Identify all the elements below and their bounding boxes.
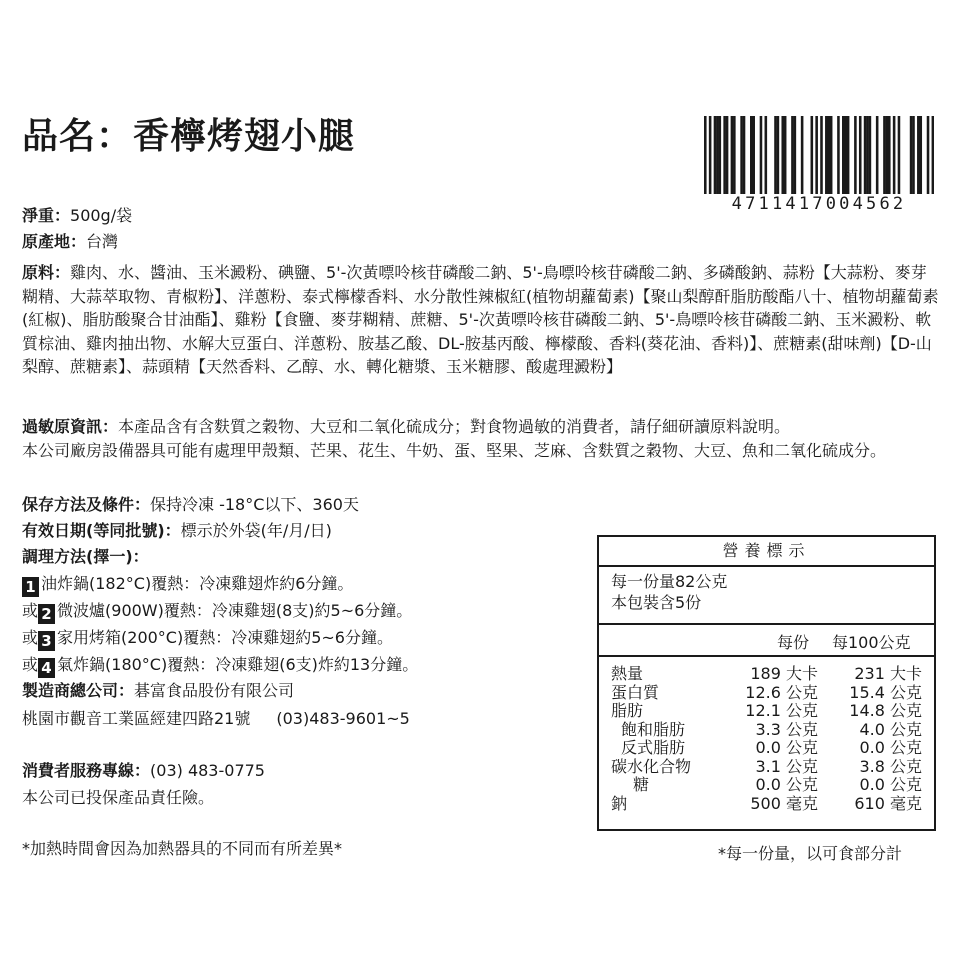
- nutrient-per-100g: 610 毫克: [854, 793, 922, 813]
- nutrient-per-100g: 15.4 公克: [849, 682, 922, 702]
- cooking-step-3: [22, 627, 393, 651]
- col-per-serving: 每份: [777, 633, 810, 652]
- barcode-bar: [825, 116, 828, 202]
- nutrition-row: [599, 776, 934, 795]
- or-label: 或: [22, 601, 39, 620]
- cooking-step-1: [22, 573, 353, 597]
- barcode-bar: [726, 116, 729, 202]
- barcode-bar: [791, 116, 794, 202]
- storage: [22, 494, 359, 516]
- ingredients-text: 雞肉、水、醬油、玉米澱粉、碘鹽、5'-次黃嘌呤核苷磷酸二鈉、5'-鳥嘌呤核苷磷酸二鈉、多磷酸鈉、蒜粉【大蒜粉、麥芽糊精、大蒜萃取物、青椒粉】、洋蔥粉、泰式檸檬香料、水分散性辣椒紅(植物胡蘿蔔素)【聚山梨醇酐脂肪酸酯八十、植物胡蘿蔔素(紅椒)、脂肪酸聚合甘油酯】、雞粉【食鹽、麥芽糊精、蔗糖、5'-次黃嘌呤核苷磷酸二鈉、5'-鳥嘌呤核苷磷酸二鈉、玉米澱粉、軟質棕油、雞肉抽出物、水解大豆蛋白、洋蔥粉、胺基乙酸、DL-胺基丙酸、檸檬酸、香料(葵花油、香料)】、蔗糖素(甜味劑)【D-山梨醇、蔗糖素】、蒜頭精【天然香料、乙醇、水、轉化糖漿、玉米糖膠、酸處理澱粉】: [22, 263, 939, 376]
- nutrient-name: 蛋白質: [611, 682, 660, 702]
- nutrient-name: 反式脂肪: [621, 738, 686, 757]
- barcode-bar: [784, 116, 787, 202]
- manufacturer: [22, 680, 294, 702]
- col-per-100g: 每100公克: [832, 633, 911, 652]
- nutrient-per-100g: 0.0 公克: [859, 775, 922, 794]
- storage-label: 保存方法及條件：: [22, 495, 151, 514]
- or-label: 或: [22, 655, 39, 674]
- barcode-bar: [854, 116, 857, 202]
- barcode-bar: [837, 116, 840, 202]
- nutrient-per-100g: 231 大卡: [854, 664, 922, 683]
- barcode-bar: [815, 116, 818, 202]
- barcode-bar: [752, 116, 755, 202]
- nutrient-name: 脂肪: [611, 701, 644, 720]
- barcode-bar: [883, 116, 886, 202]
- barcode-bar: [864, 116, 867, 202]
- barcode-bar: [876, 116, 879, 202]
- nutrient-per-serving: 3.3 公克: [755, 719, 818, 739]
- step-text: 家用烤箱(200°C)覆熱：冷凍雞翅約5~6分鐘。: [57, 628, 393, 647]
- barcode-bar: [794, 116, 797, 202]
- nutrition-row: [599, 739, 934, 758]
- barcode-bar: [777, 116, 780, 202]
- allergen-label: 過敏原資訊：: [22, 417, 119, 436]
- barcode-bar: [719, 116, 722, 202]
- nutrition-row: [599, 665, 934, 684]
- step-number: 4: [38, 658, 55, 678]
- nutrition-header: 營養標示: [599, 537, 934, 567]
- manufacturer-contact: [22, 708, 410, 730]
- barcode-bar: [774, 116, 777, 202]
- barcode-bar: [830, 116, 833, 202]
- barcode-bar: [910, 116, 913, 202]
- nutrition-row: [599, 721, 934, 740]
- nutrient-per-100g: 3.8 公克: [859, 756, 922, 776]
- nutrition-serving-info: [599, 567, 934, 625]
- barcode-bar: [716, 116, 719, 202]
- nutrient-per-serving: 0.0 公克: [755, 738, 818, 757]
- barcode-bar: [709, 116, 712, 202]
- allergen-facility-text: 本公司廠房設備器具可能有處理甲殼類、芒果、花生、牛奶、蛋、堅果、芝麻、含麩質之穀物、大豆、魚和二氧化硫成分。: [22, 440, 887, 460]
- allergen-info: [22, 415, 940, 462]
- ingredients: [22, 261, 940, 379]
- nutrient-name: 飽和脂肪: [621, 719, 686, 739]
- nutrient-name: 碳水化合物: [611, 756, 692, 776]
- nutrient-per-serving: 0.0 公克: [755, 775, 818, 794]
- barcode-bar: [888, 116, 891, 202]
- barcode-bar: [765, 116, 768, 202]
- expiry-label: 有效日期(等同批號)：: [22, 521, 181, 540]
- servings-per-pack: 本包裝含5份: [611, 593, 702, 612]
- nutrient-per-serving: 12.6 公克: [745, 682, 818, 702]
- barcode-bar: [869, 116, 872, 202]
- step-number: 3: [38, 631, 55, 651]
- nutrient-per-serving: 189 大卡: [750, 664, 818, 683]
- barcode-bar: [847, 116, 850, 202]
- cooking-step-4: [22, 654, 418, 678]
- nutrient-name: 糖: [633, 775, 650, 794]
- nutrient-name: 鈉: [611, 793, 628, 813]
- barcode-bar: [919, 116, 922, 202]
- nutrition-rows: [599, 657, 934, 813]
- nutrition-row: [599, 758, 934, 777]
- nutrition-column-headers: [599, 625, 934, 657]
- barcode-bar: [886, 116, 889, 202]
- barcode-bar: [844, 116, 847, 202]
- manufacturer-address: 桃園市觀音工業區經建四路21號: [22, 709, 251, 728]
- barcode-bar: [750, 116, 753, 202]
- barcode-bars: [704, 116, 934, 206]
- service-phone: (03) 483-0775: [150, 761, 265, 780]
- barcode-bar: [898, 116, 901, 202]
- origin: [22, 231, 118, 253]
- barcode-bar: [760, 116, 763, 202]
- manufacturer-name: 碁富食品股份有限公司: [134, 681, 295, 700]
- net-weight-label: 淨重：: [22, 206, 71, 225]
- barcode-bar: [842, 116, 845, 202]
- nutrient-per-100g: 4.0 公克: [859, 719, 922, 739]
- barcode: [704, 116, 934, 216]
- nutrient-per-serving: 3.1 公克: [755, 756, 818, 776]
- ingredients-label: 原料：: [22, 263, 71, 282]
- barcode-bar: [743, 116, 746, 202]
- step-text: 氣炸鍋(180°C)覆熱：冷凍雞翅(6支)炸約13分鐘。: [57, 655, 419, 674]
- origin-label: 原產地：: [22, 232, 87, 251]
- heating-footnote: *加熱時間會因為加熱器具的不同而有所差異*: [22, 839, 343, 858]
- step-number: 2: [38, 604, 55, 624]
- allergen-text: 本產品含有含麩質之穀物、大豆和二氧化硫成分；對食物過敏的消費者，請仔細研讀原料說明。: [118, 417, 791, 436]
- cooking-step-2: [22, 600, 412, 624]
- nutrition-table: [597, 535, 936, 831]
- barcode-bar: [927, 116, 930, 202]
- step-number: 1: [22, 577, 39, 597]
- barcode-bar: [811, 116, 814, 202]
- cooking-label-row: [22, 546, 149, 568]
- barcode-bar: [820, 116, 823, 202]
- barcode-bar: [714, 116, 717, 202]
- nutrient-per-100g: 14.8 公克: [849, 701, 922, 720]
- storage-value: 保持冷凍 -18°C以下、360天: [150, 495, 359, 514]
- nutrition-row: [599, 684, 934, 703]
- barcode-bar: [917, 116, 920, 202]
- nutrient-per-serving: 12.1 公克: [745, 701, 818, 720]
- manufacturer-label: 製造商總公司：: [22, 681, 135, 700]
- nutrient-name: 熱量: [611, 664, 644, 683]
- nutrient-per-serving: 500 毫克: [750, 793, 818, 813]
- step-text: 油炸鍋(182°C)覆熱：冷凍雞翅炸約6分鐘。: [41, 574, 354, 593]
- expiry: [22, 520, 332, 542]
- barcode-bar: [723, 116, 726, 202]
- barcode-bar: [740, 116, 743, 202]
- insurance-note: 本公司已投保產品責任險。: [22, 788, 215, 807]
- product-title: 品名：香檸烤翅小腿: [22, 116, 356, 157]
- barcode-bar: [733, 116, 736, 202]
- barcode-bar: [704, 116, 707, 202]
- net-weight-value: 500g/袋: [70, 206, 133, 225]
- cooking-label: 調理方法(擇一)：: [22, 547, 149, 566]
- nutrient-per-100g: 0.0 公克: [859, 738, 922, 757]
- barcode-bar: [731, 116, 734, 202]
- manufacturer-phone: (03)483-9601~5: [276, 709, 410, 728]
- barcode-digits: 4711417004562: [704, 194, 934, 214]
- barcode-bar: [801, 116, 804, 202]
- net-weight: [22, 205, 132, 227]
- nutrition-footnote: *每一份量，以可食部分計: [718, 844, 903, 863]
- barcode-bar: [932, 116, 934, 202]
- service-label: 消費者服務專線：: [22, 761, 151, 780]
- serving-size: 每一份量82公克: [611, 572, 728, 591]
- step-text: 微波爐(900W)覆熱：冷凍雞翅(8支)約5~6分鐘。: [57, 601, 413, 620]
- or-label: 或: [22, 628, 39, 647]
- barcode-bar: [893, 116, 896, 202]
- origin-value: 台灣: [86, 232, 119, 251]
- nutrition-row: [599, 702, 934, 721]
- barcode-bar: [859, 116, 862, 202]
- barcode-bar: [912, 116, 915, 202]
- barcode-bar: [827, 116, 830, 202]
- expiry-value: 標示於外袋(年/月/日): [180, 521, 332, 540]
- nutrition-row: [599, 795, 934, 814]
- customer-service: [22, 760, 265, 782]
- barcode-bar: [781, 116, 784, 202]
- barcode-bar: [866, 116, 869, 202]
